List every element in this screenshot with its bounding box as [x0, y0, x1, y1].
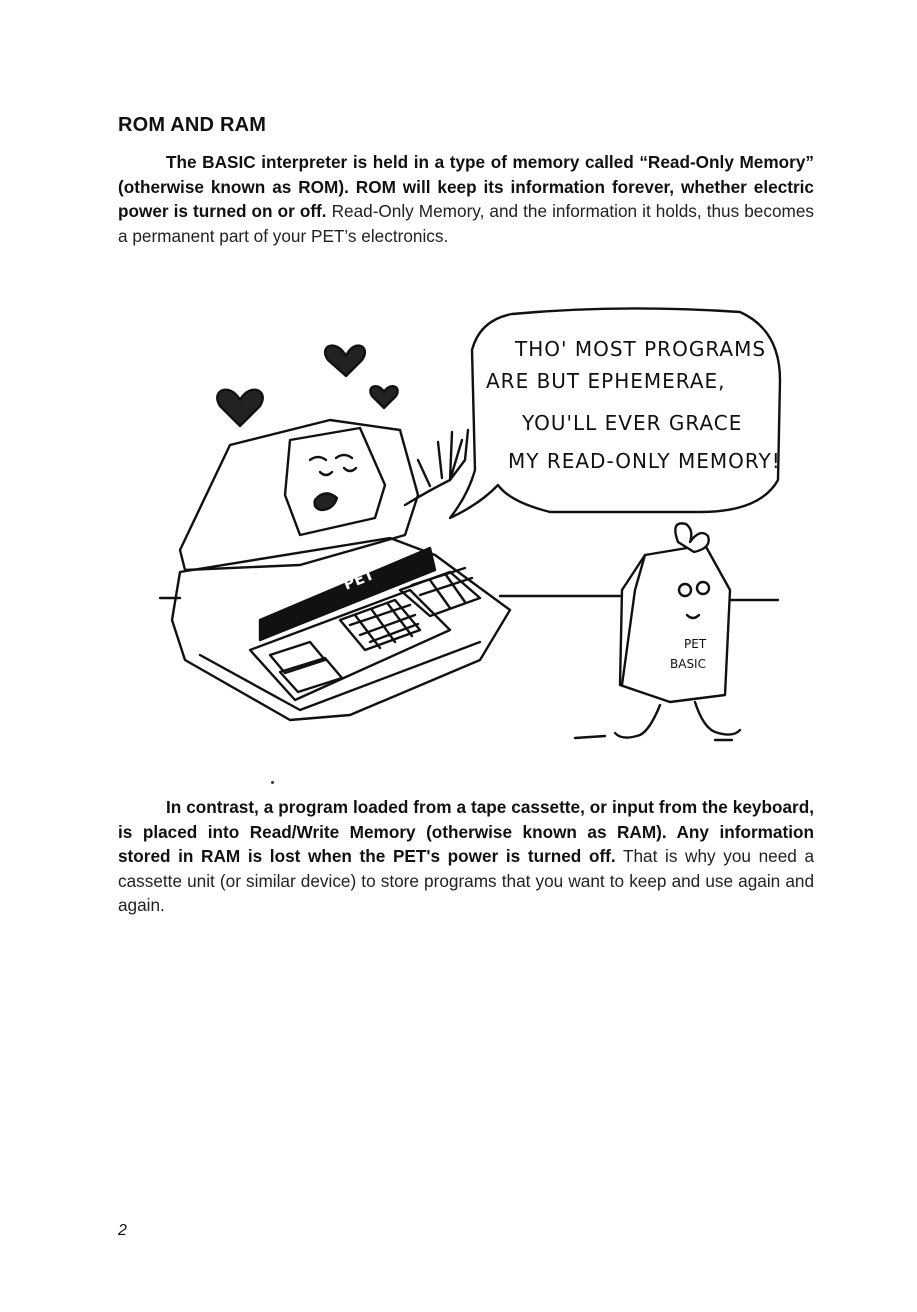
computer-base	[172, 538, 510, 720]
paragraph-ram-bold: In contrast, a program loaded from a tape cassette, or input from the keyboard, is placed into Read/Write Memory (otherwise known as RAM). Any information stored in RAM is lost when the PET's power is turned off.	[118, 797, 814, 866]
bubble-line-1: THO' MOST PROGRAMS	[515, 337, 767, 361]
bubble-line-3: YOU'LL EVER GRACE	[522, 411, 743, 435]
book-label-pet: PET	[684, 637, 707, 651]
paragraph-rom-bold: The BASIC interpreter is held in a type of memory called “Read-Only Memory” (otherwise known as ROM). ROM will keep its information forever, whether electric power is turned on or off.	[118, 152, 814, 221]
bubble-line-2: ARE BUT EPHEMERAE,	[486, 369, 726, 393]
pet-cartoon-illustration	[150, 290, 800, 760]
print-speck	[271, 781, 274, 784]
paragraph-ram-normal: That is why you need a cassette unit (or similar device) to store programs that you want to keep and use again and again.	[118, 846, 815, 915]
floor-dashes	[575, 736, 732, 740]
waving-hand	[405, 430, 468, 505]
computer-monitor	[180, 420, 418, 570]
paragraph-rom	[118, 150, 814, 248]
paragraph-rom-normal: Read-Only Memory, and the information it holds, thus becomes a permanent part of your PET’s electronics.	[118, 201, 814, 246]
page-number: 2	[118, 1222, 127, 1239]
heart-icon	[370, 386, 397, 408]
heart-icon	[325, 346, 365, 376]
pet-basic-book	[615, 523, 740, 737]
section-heading: ROM AND RAM	[118, 114, 267, 136]
book-label-basic: BASIC	[670, 657, 706, 671]
computer-pet-label: PET	[340, 565, 377, 594]
heart-icon	[217, 390, 262, 426]
cartoon-svg	[150, 290, 800, 760]
paragraph-ram	[118, 795, 814, 918]
bubble-line-4: MY READ-ONLY MEMORY!	[508, 449, 781, 473]
